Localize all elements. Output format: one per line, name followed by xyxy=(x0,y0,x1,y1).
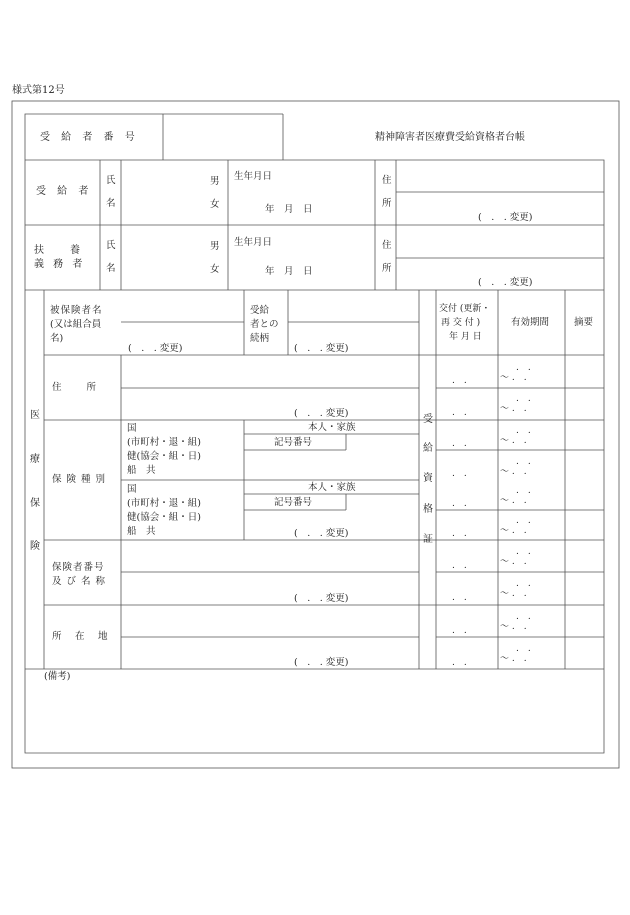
location-change: ( . . 変更) xyxy=(294,657,349,668)
recipient-number-label: 受 給 者 番 号 xyxy=(40,132,139,143)
issue-date: . . xyxy=(452,626,467,636)
recipient-name-char-1: 氏 xyxy=(106,175,116,186)
recipient-number-field[interactable] xyxy=(164,115,282,159)
issue-date: . . xyxy=(452,561,467,571)
medical-section-char: 療 xyxy=(30,454,40,465)
relation-change: ( . . 変更) xyxy=(294,343,349,354)
medical-address-change: ( . . 変更) xyxy=(294,408,349,419)
summary-header: 摘要 xyxy=(574,317,594,328)
supporter-label-2: 義 務 者 xyxy=(34,259,86,270)
recipient-name-char-2: 名 xyxy=(106,198,116,209)
certificate-section-char: 証 xyxy=(423,534,433,545)
type-option-municipal: (市町村・退・組) xyxy=(127,498,201,509)
insured-change: ( . . 変更) xyxy=(128,343,183,354)
remarks-field[interactable] xyxy=(26,684,603,752)
issue-date: . . xyxy=(452,529,467,539)
validity-to: ～ . . xyxy=(500,654,527,664)
relation-label-line-3: 続柄 xyxy=(250,333,270,344)
issue-date: . . xyxy=(452,376,467,386)
insurance-type-label: 保 険 種 別 xyxy=(52,474,107,485)
validity-to: ～ . . xyxy=(500,622,527,632)
insurer-change: ( . . 変更) xyxy=(294,593,349,604)
supporter-name-field[interactable] xyxy=(122,226,210,289)
insurer-field[interactable] xyxy=(122,541,418,571)
type-option-health: 健(協会・組・日) xyxy=(127,512,201,523)
validity-header: 有効期間 xyxy=(511,317,550,328)
issue-date: . . xyxy=(452,658,467,668)
type-option-municipal: (市町村・退・組) xyxy=(127,437,201,448)
relation-label-line-1: 受給 xyxy=(250,305,270,316)
validity-to: ～ . . xyxy=(500,436,527,446)
validity-from: . . xyxy=(516,486,531,496)
supporter-birth-label: 生年月日 xyxy=(234,237,273,248)
supporter-name-char-2: 名 xyxy=(106,263,116,274)
validity-from: . . xyxy=(516,516,531,526)
supporter-male: 男 xyxy=(210,241,220,252)
validity-from: . . xyxy=(516,363,531,373)
validity-to: ～ . . xyxy=(500,557,527,567)
insured-label-line-2: (又は組合員 xyxy=(50,319,102,330)
insured-name-field[interactable] xyxy=(122,291,243,321)
medical-section-char: 保 xyxy=(30,498,40,509)
issue-date: . . xyxy=(452,439,467,449)
relation-field[interactable] xyxy=(289,291,418,321)
issue-header-line-1: 交付 (更新・ xyxy=(439,304,491,314)
type-option-seamen: 船 共 xyxy=(127,465,156,476)
certificate-section-char: 受 xyxy=(423,414,433,425)
supporter-addr-char-2: 所 xyxy=(382,263,392,274)
remarks-label: (備考) xyxy=(44,671,71,682)
validity-from: . . xyxy=(516,547,531,557)
family-label: 本人・家族 xyxy=(308,422,356,433)
issue-date: . . xyxy=(452,499,467,509)
recipient-male: 男 xyxy=(210,176,220,187)
insured-label-line-1: 被保険者名 xyxy=(50,305,103,316)
form-title: 精神障害者医療費受給資格者台帳 xyxy=(375,132,525,143)
supporter-address-change: ( . . 変更) xyxy=(478,277,533,288)
relation-label-line-2: 者との xyxy=(250,319,279,330)
issue-header-line-3: 年 月 日 xyxy=(449,332,482,342)
medical-section-char: 険 xyxy=(30,541,40,552)
validity-from: . . xyxy=(516,579,531,589)
validity-from: . . xyxy=(516,426,531,436)
medical-address-field[interactable] xyxy=(122,356,418,387)
recipient-addr-char-1: 住 xyxy=(382,175,392,186)
validity-from: . . xyxy=(516,457,531,467)
validity-from: . . xyxy=(516,394,531,404)
validity-from: . . xyxy=(516,612,531,622)
validity-to: ～ . . xyxy=(500,496,527,506)
supporter-addr-char-1: 住 xyxy=(382,240,392,251)
issue-date: . . xyxy=(452,593,467,603)
validity-to: ～ . . xyxy=(500,467,527,477)
recipient-addr-char-2: 所 xyxy=(382,198,392,209)
validity-to: ～ . . xyxy=(500,373,527,383)
validity-to: ～ . . xyxy=(500,589,527,599)
insurer-label-2: 及 び 名 称 xyxy=(52,576,107,587)
supporter-name-char-1: 氏 xyxy=(106,240,116,251)
recipient-female: 女 xyxy=(210,199,220,210)
issue-date: . . xyxy=(452,408,467,418)
recipient-name-field[interactable] xyxy=(122,161,210,224)
validity-to: ～ . . xyxy=(500,404,527,414)
recipient-label: 受 給 者 xyxy=(36,186,93,197)
validity-from: . . xyxy=(516,644,531,654)
recipient-birth-ymd: 年 月 日 xyxy=(265,204,313,215)
supporter-label-1: 扶 養 xyxy=(34,245,82,256)
supporter-address-field[interactable] xyxy=(397,226,603,257)
location-label: 所 在 地 xyxy=(52,631,110,642)
medical-address-label: 住 所 xyxy=(52,382,99,393)
certificate-section-char: 給 xyxy=(423,443,433,454)
supporter-female: 女 xyxy=(210,264,220,275)
form-number: 様式第12号 xyxy=(12,85,65,96)
recipient-address-field[interactable] xyxy=(397,161,603,191)
supporter-birth-ymd: 年 月 日 xyxy=(265,266,313,277)
type-option-seamen: 船 共 xyxy=(127,526,156,537)
insurer-label-1: 保険者番号 xyxy=(52,562,105,573)
certificate-section-char: 資 xyxy=(423,473,433,484)
issue-header-line-2: 再 交 付 ) xyxy=(441,318,481,328)
type-option-national: 国 xyxy=(127,423,137,434)
family-label: 本人・家族 xyxy=(308,482,356,493)
issue-date: . . xyxy=(452,469,467,479)
type-option-health: 健(協会・組・日) xyxy=(127,451,201,462)
recipient-address-change: ( . . 変更) xyxy=(478,212,533,223)
symbol-number-label: 記号番号 xyxy=(274,497,313,508)
type-option-national: 国 xyxy=(127,484,137,495)
insurance-type-change: ( . . 変更) xyxy=(294,528,349,539)
certificate-section-char: 格 xyxy=(423,504,433,515)
medical-section-char: 医 xyxy=(30,410,40,421)
validity-to: ～ . . xyxy=(500,526,527,536)
insured-label-line-3: 名) xyxy=(50,333,64,344)
location-field[interactable] xyxy=(122,606,418,636)
recipient-birth-label: 生年月日 xyxy=(234,171,273,182)
symbol-number-label: 記号番号 xyxy=(274,437,313,448)
